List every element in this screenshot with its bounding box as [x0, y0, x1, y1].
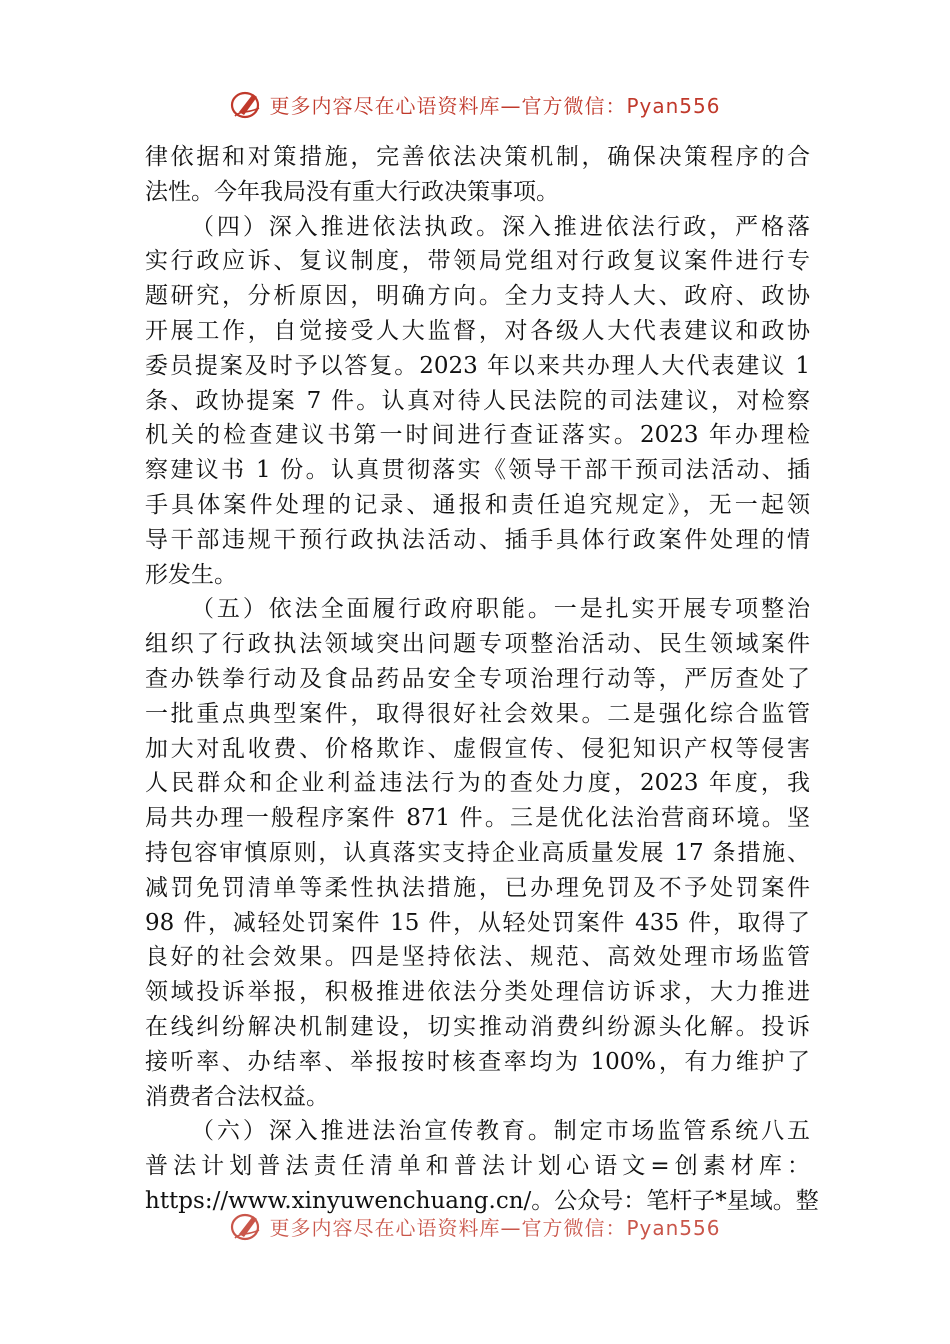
text-line: 人民群众和企业利益违法行为的查处力度，2023 年度，我: [145, 770, 810, 797]
text-line: 条、政协提案 7 件。认真对待人民法院的司法建议，对检察: [145, 387, 810, 414]
text-line: 持包容审慎原则，认真落实支持企业高质量发展 17 条措施、: [145, 839, 810, 866]
text-line: 减罚免罚清单等柔性执法措施，已办理免罚及不予处罚案件: [145, 874, 810, 901]
text-line: https://www.xinyuwenchuang.cn/。公众号：笔杆子*星域。整: [145, 1187, 819, 1214]
text-line: 局共办理一般程序案件 871 件。三是优化法治营商环境。坚: [145, 805, 810, 832]
text-line: 律依据和对策措施，完善依法决策机制，确保决策程序的合: [145, 144, 810, 170]
text-line: 加大对乱收费、价格欺诈、虚假宣传、侵犯知识产权等侵害: [145, 735, 810, 762]
text-line: （六）深入推进法治宣传教育。制定市场监管系统八五: [191, 1118, 810, 1145]
text-line: 接听率、办结率、举报按时核查率均为 100%，有力维护了: [145, 1048, 810, 1075]
text-line: 形发生。: [145, 561, 237, 588]
watermark-footer-text: 更多内容尽在心语资料库—官方微信：Pyan556: [269, 1215, 721, 1240]
text-line: 开展工作，自觉接受人大监督，对各级人大代表建议和政协: [145, 317, 810, 344]
text-line: 题研究，分析原因，明确方向。全力支持人大、政府、政协: [145, 283, 810, 310]
text-line: 领域投诉举报，积极推进依法分类处理信访诉求，大力推进: [145, 979, 810, 1006]
text-line: （四）深入推进依法执政。深入推进依法行政，严格落: [191, 213, 810, 240]
text-line: 委员提案及时予以答复。2023 年以来共办理人大代表建议 1: [145, 352, 810, 379]
text-line: 组织了行政执法领域突出问题专项整治活动、民生领域案件: [145, 631, 810, 658]
text-line: （五）依法全面履行政府职能。一是扎实开展专项整治: [191, 596, 810, 623]
text-line: 普法计划普法责任清单和普法计划心语文=创素材库：: [145, 1153, 810, 1180]
pen-nib-logo-icon: [229, 1210, 265, 1242]
watermark-header: [0, 84, 950, 124]
text-line: 在线纠纷解决机制建设，切实推动消费纠纷源头化解。投诉: [145, 1013, 810, 1040]
text-line: 导干部违规干预行政执法活动、插手具体行政案件处理的情: [145, 526, 810, 553]
text-line: 实行政应诉、复议制度，带领局党组对行政复议案件进行专: [145, 248, 810, 275]
text-line: 消费者合法权益。: [145, 1083, 329, 1110]
text-line: 一批重点典型案件，取得很好社会效果。二是强化综合监管: [145, 700, 810, 727]
text-line: 98 件，减轻处罚案件 15 件，从轻处罚案件 435 件，取得了: [145, 909, 810, 936]
text-line: 查办铁拳行动及食品药品安全专项治理行动等，严厉查处了: [145, 665, 810, 692]
pen-nib-logo-icon: [229, 88, 265, 120]
text-line: 机关的检查建议书第一时间进行查证落实。2023 年办理检: [145, 422, 810, 449]
text-line: 手具体案件处理的记录、通报和责任追究规定》，无一起领: [145, 491, 810, 518]
text-line: 法性。今年我局没有重大行政决策事项。: [145, 178, 559, 205]
watermark-footer: [0, 1200, 950, 1244]
watermark-header-text: 更多内容尽在心语资料库—官方微信：Pyan556: [269, 93, 721, 118]
text-line: 良好的社会效果。四是坚持依法、规范、高效处理市场监管: [145, 944, 810, 971]
document-body: [145, 140, 819, 1219]
text-line: 察建议书 1 份。认真贯彻落实《领导干部干预司法活动、插: [145, 457, 810, 484]
